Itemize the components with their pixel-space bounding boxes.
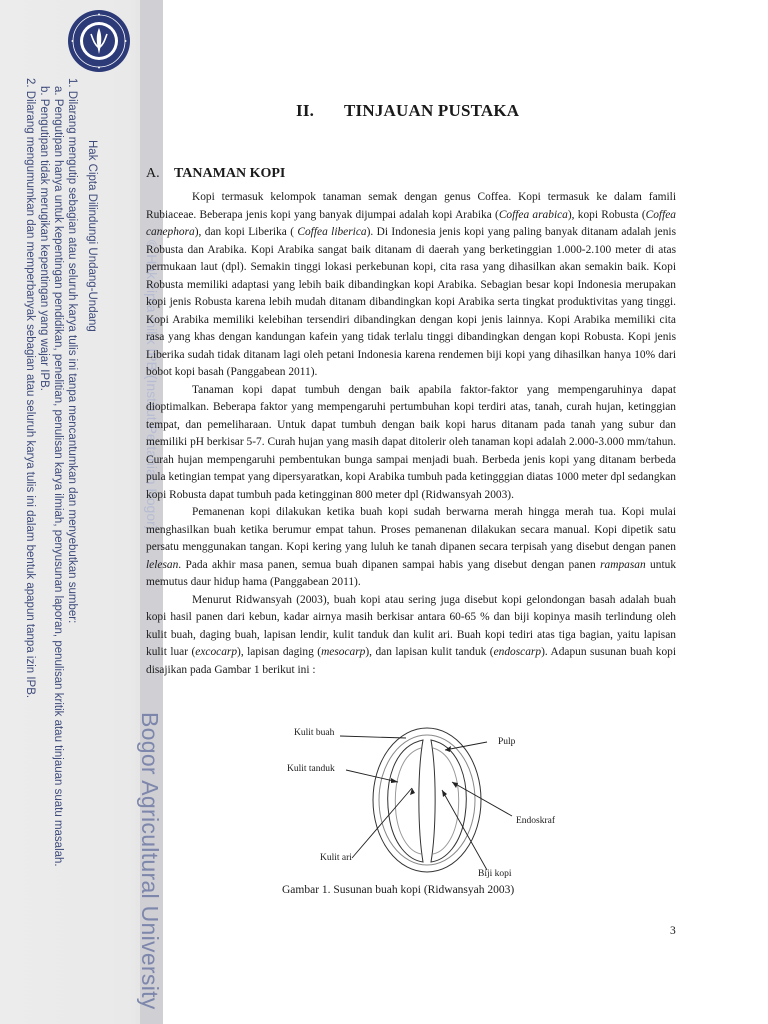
text-run: untuk memutus daur hidup hama (Panggabean 2011). [146,558,677,588]
paragraph-1 [146,189,676,382]
copyright-rule-1: 1. Dilarang mengutip sebagian atau seluruh karya tulis ini tanpa mencantumkan dan menyebutkan sumber: [66,78,78,624]
figure-caption: Gambar 1. Susunan buah kopi (Ridwansyah 2003) [282,884,515,896]
italic-run: Coffea canephora [146,208,676,238]
bean-left-shape [388,740,423,862]
outer-skin-shape [373,728,481,872]
copyright-heading: Hak Cipta Dilindungi Undang-Undang [86,140,98,332]
italic-run: excocarp [195,646,238,658]
text-run: ), kopi Robusta ( [567,208,646,221]
italic-run: lelesan [146,558,179,571]
watermark-ipb: © Hak cipta milik IPB (Institut Pertanian Bogor) [144,240,160,531]
watermark-university: Bogor Agricultural University [137,712,163,1010]
italic-run: mesocarp [321,646,366,658]
paragraph-2: Tanaman kopi dapat tumbuh dengan baik apabila faktor-faktor yang mempengaruhinya dapat dioptimalkan. Beberapa faktor yang mempengaruhi pertumbuhan kopi terdiri atas, tanah, curah hujan, ketinggian tempat, dan pemeliharaan. Untuk dapat tumbuh dengan baik kopi harus ditanam pada tanah yang subur dan memiliki pH berkisar 5-7. Curah hujan yang masih dapat ditolerir oleh tanaman kopi adalah 2.000-3.000 mm/tahun. Curah hujan mempengaruhi pembentukan bunga sampai menjadi buah. Berbeda jenis kopi yang ditanam berbeda pula ketingian tempat yang dipersyaratkan, kopi Arabika tumbuh pada ketingggian diatas 1000 meter dpl sedangkan kopi Robusta dapat tumbuh pada ketingginan 800 meter dpl (Ridwansyah 2003). [146,383,676,501]
page-number: 3 [670,925,676,937]
text-run: Menurut Ridwansyah (2003), buah kopi atau sering juga disebut kopi gelondongan basah adalah buah kopi hasil panen dari kebun, kadar airnya masih berkisar antara 60-65 % dan biji kopinya masih terlindung oleh kulit buah, daging buah, lapisan lendir, kulit tanduk dan kulit ari. Buah kopi tediri atas tiga bagian, yaitu lapisan kulit luar ( [146,593,676,658]
chapter-number: II. [296,101,315,120]
figure-coffee-cherry [282,720,582,885]
leader-kulit-buah [340,736,406,738]
text-run: ). Di Indonesia jenis kopi yang paling banyak ditanam adalah jenis Robusta dan Arabika. Kopi Arabika sangat baik ditanam di daerah yang berketinggian 1.000-2.100 meter di atas permukaan laut (dpl). Semakin tinggi lokasi perkebunan kopi, cita rasa yang dihasilkan akan semakin baik. Kopi Robusta memiliki adaptasi yang lebih baik dibandingkan kopi Arabika. Sebagian besar kopi Indonesia merupakan kopi jenis Robusta karena lebih mudah ditanam dibandingkan kopi Arabika serta tingkat produktivitas yang tinggi. Kopi Arabika memiliki kelebihan tersendiri dibandingkan dengan kopi jenis lainnya. Kopi Arabika memiliki cita rasa yang khas dengan kandungan kafein yang tidak terlalu tinggi dibandingkan dengan kopi Robusta. Kopi jenis Liberika sudah tidak ditanam lagi oleh petani Indonesia karena rendemen biji kopi yang dihasilkan hanya 10% dari bobot kopi basah (Panggabean 2011). [146,226,677,378]
text-run: . Pada akhir masa panen, semua buah dipanen sampai habis yang disebut dengan panen [178,558,601,571]
italic-run: endoscarp [493,646,542,658]
paragraph-4 [146,592,676,680]
copyright-rule-1a: a. Pengutipan hanya untuk kepentingan pendidikan, penelitian, penulisan karya ilmiah, penyusunan laporan, penulisan kritik atau tinjauan suatu masalah. [52,86,64,867]
text-run: ). Adapun susunan buah kopi disajikan pada Gambar 1 berikut ini : [146,646,676,676]
italic-run: Coffea liberica [297,226,367,238]
ipb-seal-icon [66,8,132,74]
text-run: ), lapisan daging ( [237,646,322,658]
paragraph-3 [146,504,676,592]
leader-kulit-ari [352,788,412,858]
copyright-rule-1b: b. Pengutipan tidak merugikan kepentingan yang wajar IPB. [38,86,50,391]
parchment-left-shape [395,748,421,854]
label-kulit-buah: Kulit buah [294,728,335,738]
label-biji-kopi: Biji kopi [478,869,512,879]
section-heading: TANAMAN KOPI [174,166,286,181]
chapter-heading: TINJAUAN PUSTAKA [344,101,520,120]
leader-endoskraf [452,782,512,816]
text-run: ), dan kopi Liberika ( [194,226,298,238]
pulp-shape [379,735,475,865]
text-run: Kopi termasuk kelompok tanaman semak dengan genus Coffea. Kopi termasuk ke dalam famili Rubiaceae. Beberapa jenis kopi yang banyak dijumpai adalah kopi Arabika ( [146,191,676,221]
text-run: ), dan lapisan kulit tanduk ( [365,646,494,658]
parchment-right-shape [433,748,459,854]
arrowhead-endoskraf [452,782,458,788]
italic-run: rampasan [600,558,646,571]
text-run: Pemanenan kopi dilakukan ketika buah kopi sudah berwarna merah hingga merah tua. Kopi mulai menghasilkan buah ketika berumur empat tahun. Proses pemanenan dilakukan secara manual. Kopi dipetik satu persatu menggunakan tangan. Kopi kering yang luluh ke tanah dipanen secara terpisah yang disebut dengan panen [146,506,676,553]
arrowhead-biji-kopi [442,790,447,797]
italic-run: Coffea arabica [498,208,568,221]
chapter-title [296,101,519,121]
copyright-rule-2: 2. Dilarang mengumumkan dan memperbanyak sebagian atau seluruh karya tulis ini dalam bentuk apapun tanpa izin IPB. [24,78,36,699]
body-text [146,189,676,679]
label-pulp: Pulp [498,737,516,747]
section-label: A. [146,166,160,181]
section-title [146,166,285,182]
label-kulit-tanduk: Kulit tanduk [287,764,335,774]
label-endoskraf: Endoskraf [516,816,556,826]
label-kulit-ari: Kulit ari [320,853,352,863]
